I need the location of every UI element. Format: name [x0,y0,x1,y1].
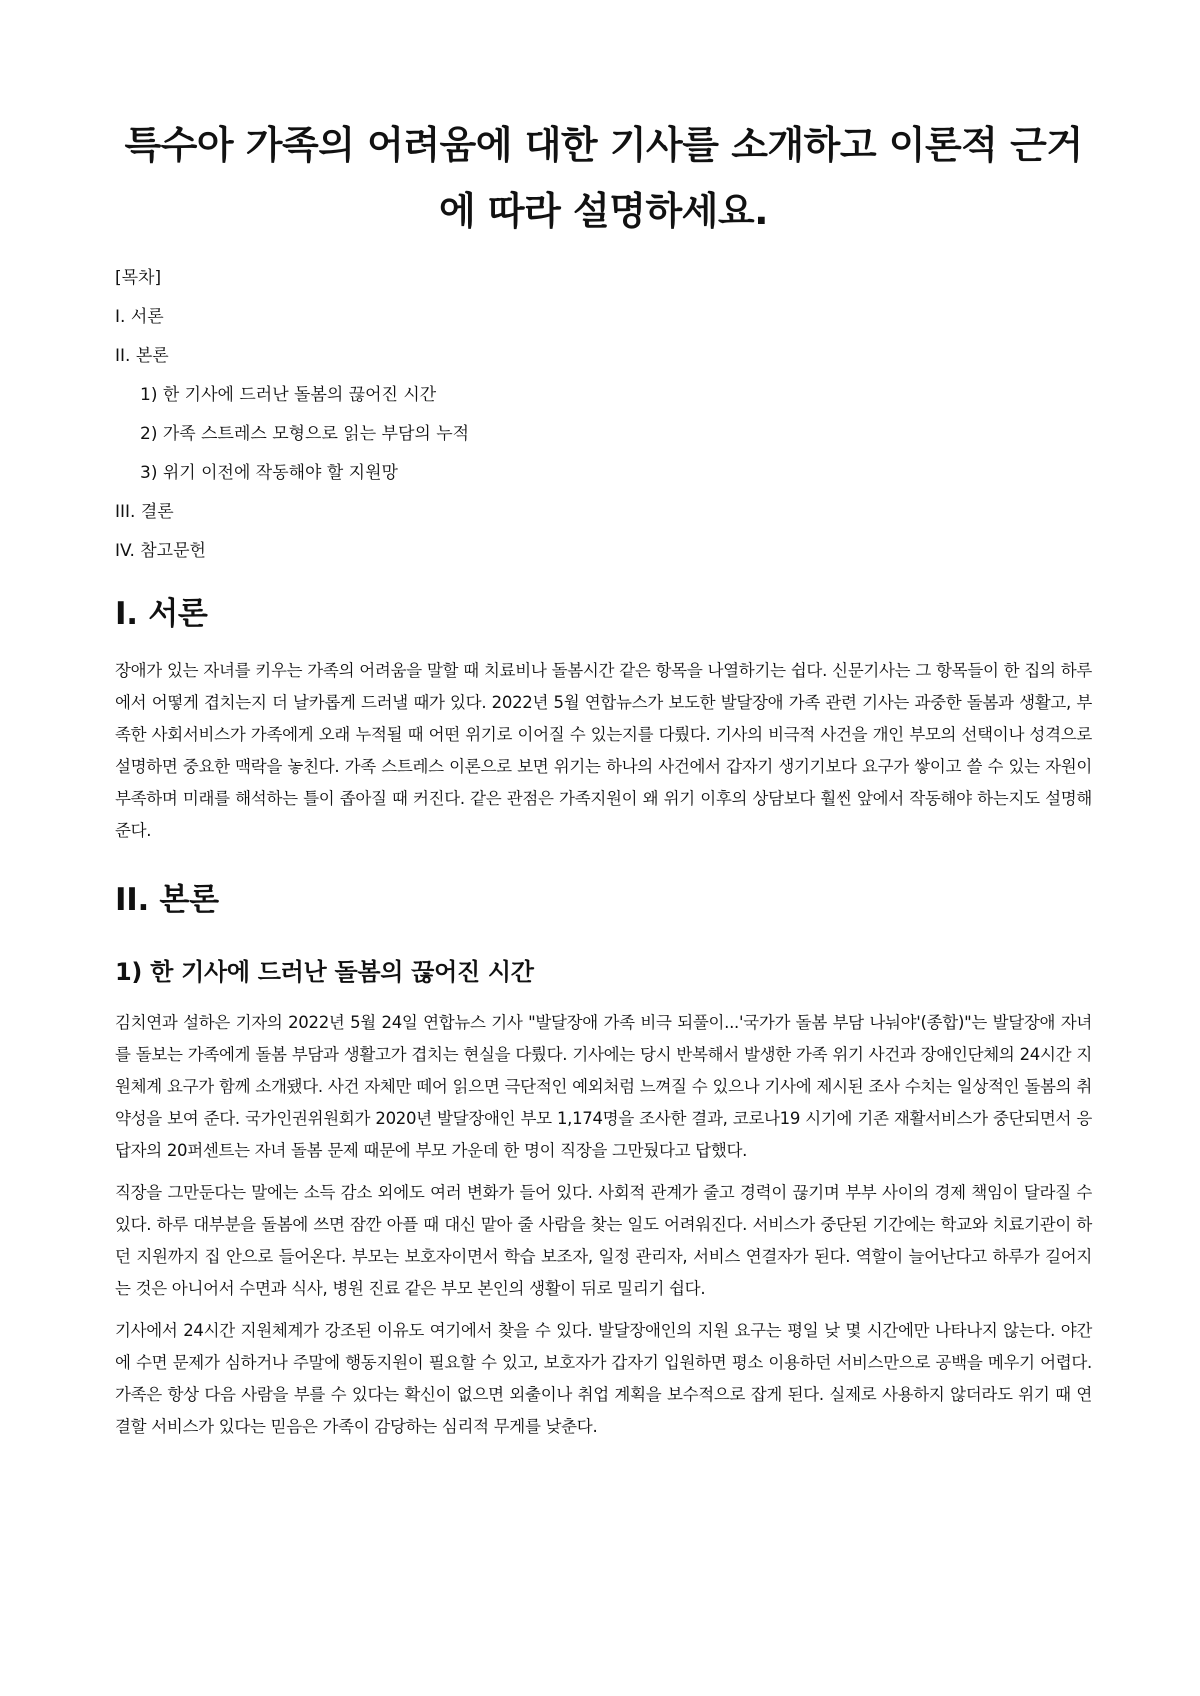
section-heading-body: II. 본론 [115,882,219,918]
section-heading-intro: I. 서론 [115,596,208,632]
body-paragraph-1: 김치연과 설하은 기자의 2022년 5월 24일 연합뉴스 기사 "발달장애 가족 비극 되풀이...'국가가 돌봄 부담 나눠야'(종합)"는 발달장애 자녀를 돌보는 가족에게 돌봄 부담과 생활고가 겹치는 현실을 다뤘다. 기사에는 당시 반복해서 발생한 가족 위기 사건과 장애인단체의 24시간 지원체계 요구가 함께 소개됐다. 사건 자체만 떼어 읽으면 극단적인 예외처럼 느껴질 수 있으나 기사에 제시된 조사 수치는 일상적인 돌봄의 취약성을 보여 준다. 국가인권위원회가 2020년 발달장애인 부모 1,174명을 조사한 결과, 코로나19 시기에 기존 재활서비스가 중단되면서 응답자의 20퍼센트는 자녀 돌봄 문제 때문에 부모 가운데 한 명이 직장을 그만뒀다고 답했다. [115,1013,1092,1160]
toc-item-body-3: 3) 위기 이전에 작동해야 할 지원망 [140,463,398,483]
toc-item-references: IV. 참고문헌 [115,541,206,561]
document-title: 특수아 가족의 어려움에 대한 기사를 소개하고 이론적 근거에 따라 설명하세요. [124,123,1083,233]
table-of-contents [115,307,1092,561]
toc-item-conclusion: III. 결론 [115,502,174,522]
toc-item-body-1: 1) 한 기사에 드러난 돌봄의 끊어진 시간 [140,385,437,405]
toc-item-body-2: 2) 가족 스트레스 모형으로 읽는 부담의 누적 [140,424,470,444]
toc-item-body: II. 본론 [115,346,169,366]
toc-item-intro: I. 서론 [115,307,164,327]
body-paragraph-3: 기사에서 24시간 지원체계가 강조된 이유도 여기에서 찾을 수 있다. 발달장애인의 지원 요구는 평일 낮 몇 시간에만 나타나지 않는다. 야간에 수면 문제가 심하거나 주말에 행동지원이 필요할 수 있고, 보호자가 갑자기 입원하면 평소 이용하던 서비스만으로 공백을 메우기 어렵다. 가족은 항상 다음 사람을 부를 수 있다는 확신이 없으면 외출이나 취업 계획을 보수적으로 잡게 된다. 실제로 사용하지 않더라도 위기 때 연결할 서비스가 있다는 믿음은 가족이 감당하는 심리적 무게를 낮춘다. [115,1321,1092,1436]
subsection-heading-1: 1) 한 기사에 드러난 돌봄의 끊어진 시간 [115,958,534,986]
body-paragraph-2: 직장을 그만둔다는 말에는 소득 감소 외에도 여러 변화가 들어 있다. 사회적 관계가 줄고 경력이 끊기며 부부 사이의 경제 책임이 달라질 수 있다. 하루 대부분을 돌봄에 쓰면 잠깐 아플 때 대신 맡아 줄 사람을 찾는 일도 어려워진다. 서비스가 중단된 기간에는 학교와 치료기관이 하던 지원까지 집 안으로 들어온다. 부모는 보호자이면서 학습 보조자, 일정 관리자, 서비스 연결자가 된다. 역할이 늘어난다고 하루가 길어지는 것은 아니어서 수면과 식사, 병원 진료 같은 부모 본인의 생활이 뒤로 밀리기 쉽다. [115,1183,1092,1298]
intro-paragraph: 장애가 있는 자녀를 키우는 가족의 어려움을 말할 때 치료비나 돌봄시간 같은 항목을 나열하기는 쉽다. 신문기사는 그 항목들이 한 집의 하루에서 어떻게 겹치는지 더 날카롭게 드러낼 때가 있다. 2022년 5월 연합뉴스가 보도한 발달장애 가족 관련 기사는 과중한 돌봄과 생활고, 부족한 사회서비스가 가족에게 오래 누적될 때 어떤 위기로 이어질 수 있는지를 다뤘다. 기사의 비극적 사건을 개인 부모의 선택이나 성격으로 설명하면 중요한 맥락을 놓친다. 가족 스트레스 이론으로 보면 위기는 하나의 사건에서 갑자기 생기기보다 요구가 쌓이고 쓸 수 있는 자원이 부족하며 미래를 해석하는 틀이 좁아질 때 커진다. 같은 관점은 가족지원이 왜 위기 이후의 상담보다 훨씬 앞에서 작동해야 하는지도 설명해 준다. [115,661,1092,840]
toc-heading: [목차] [115,268,162,288]
